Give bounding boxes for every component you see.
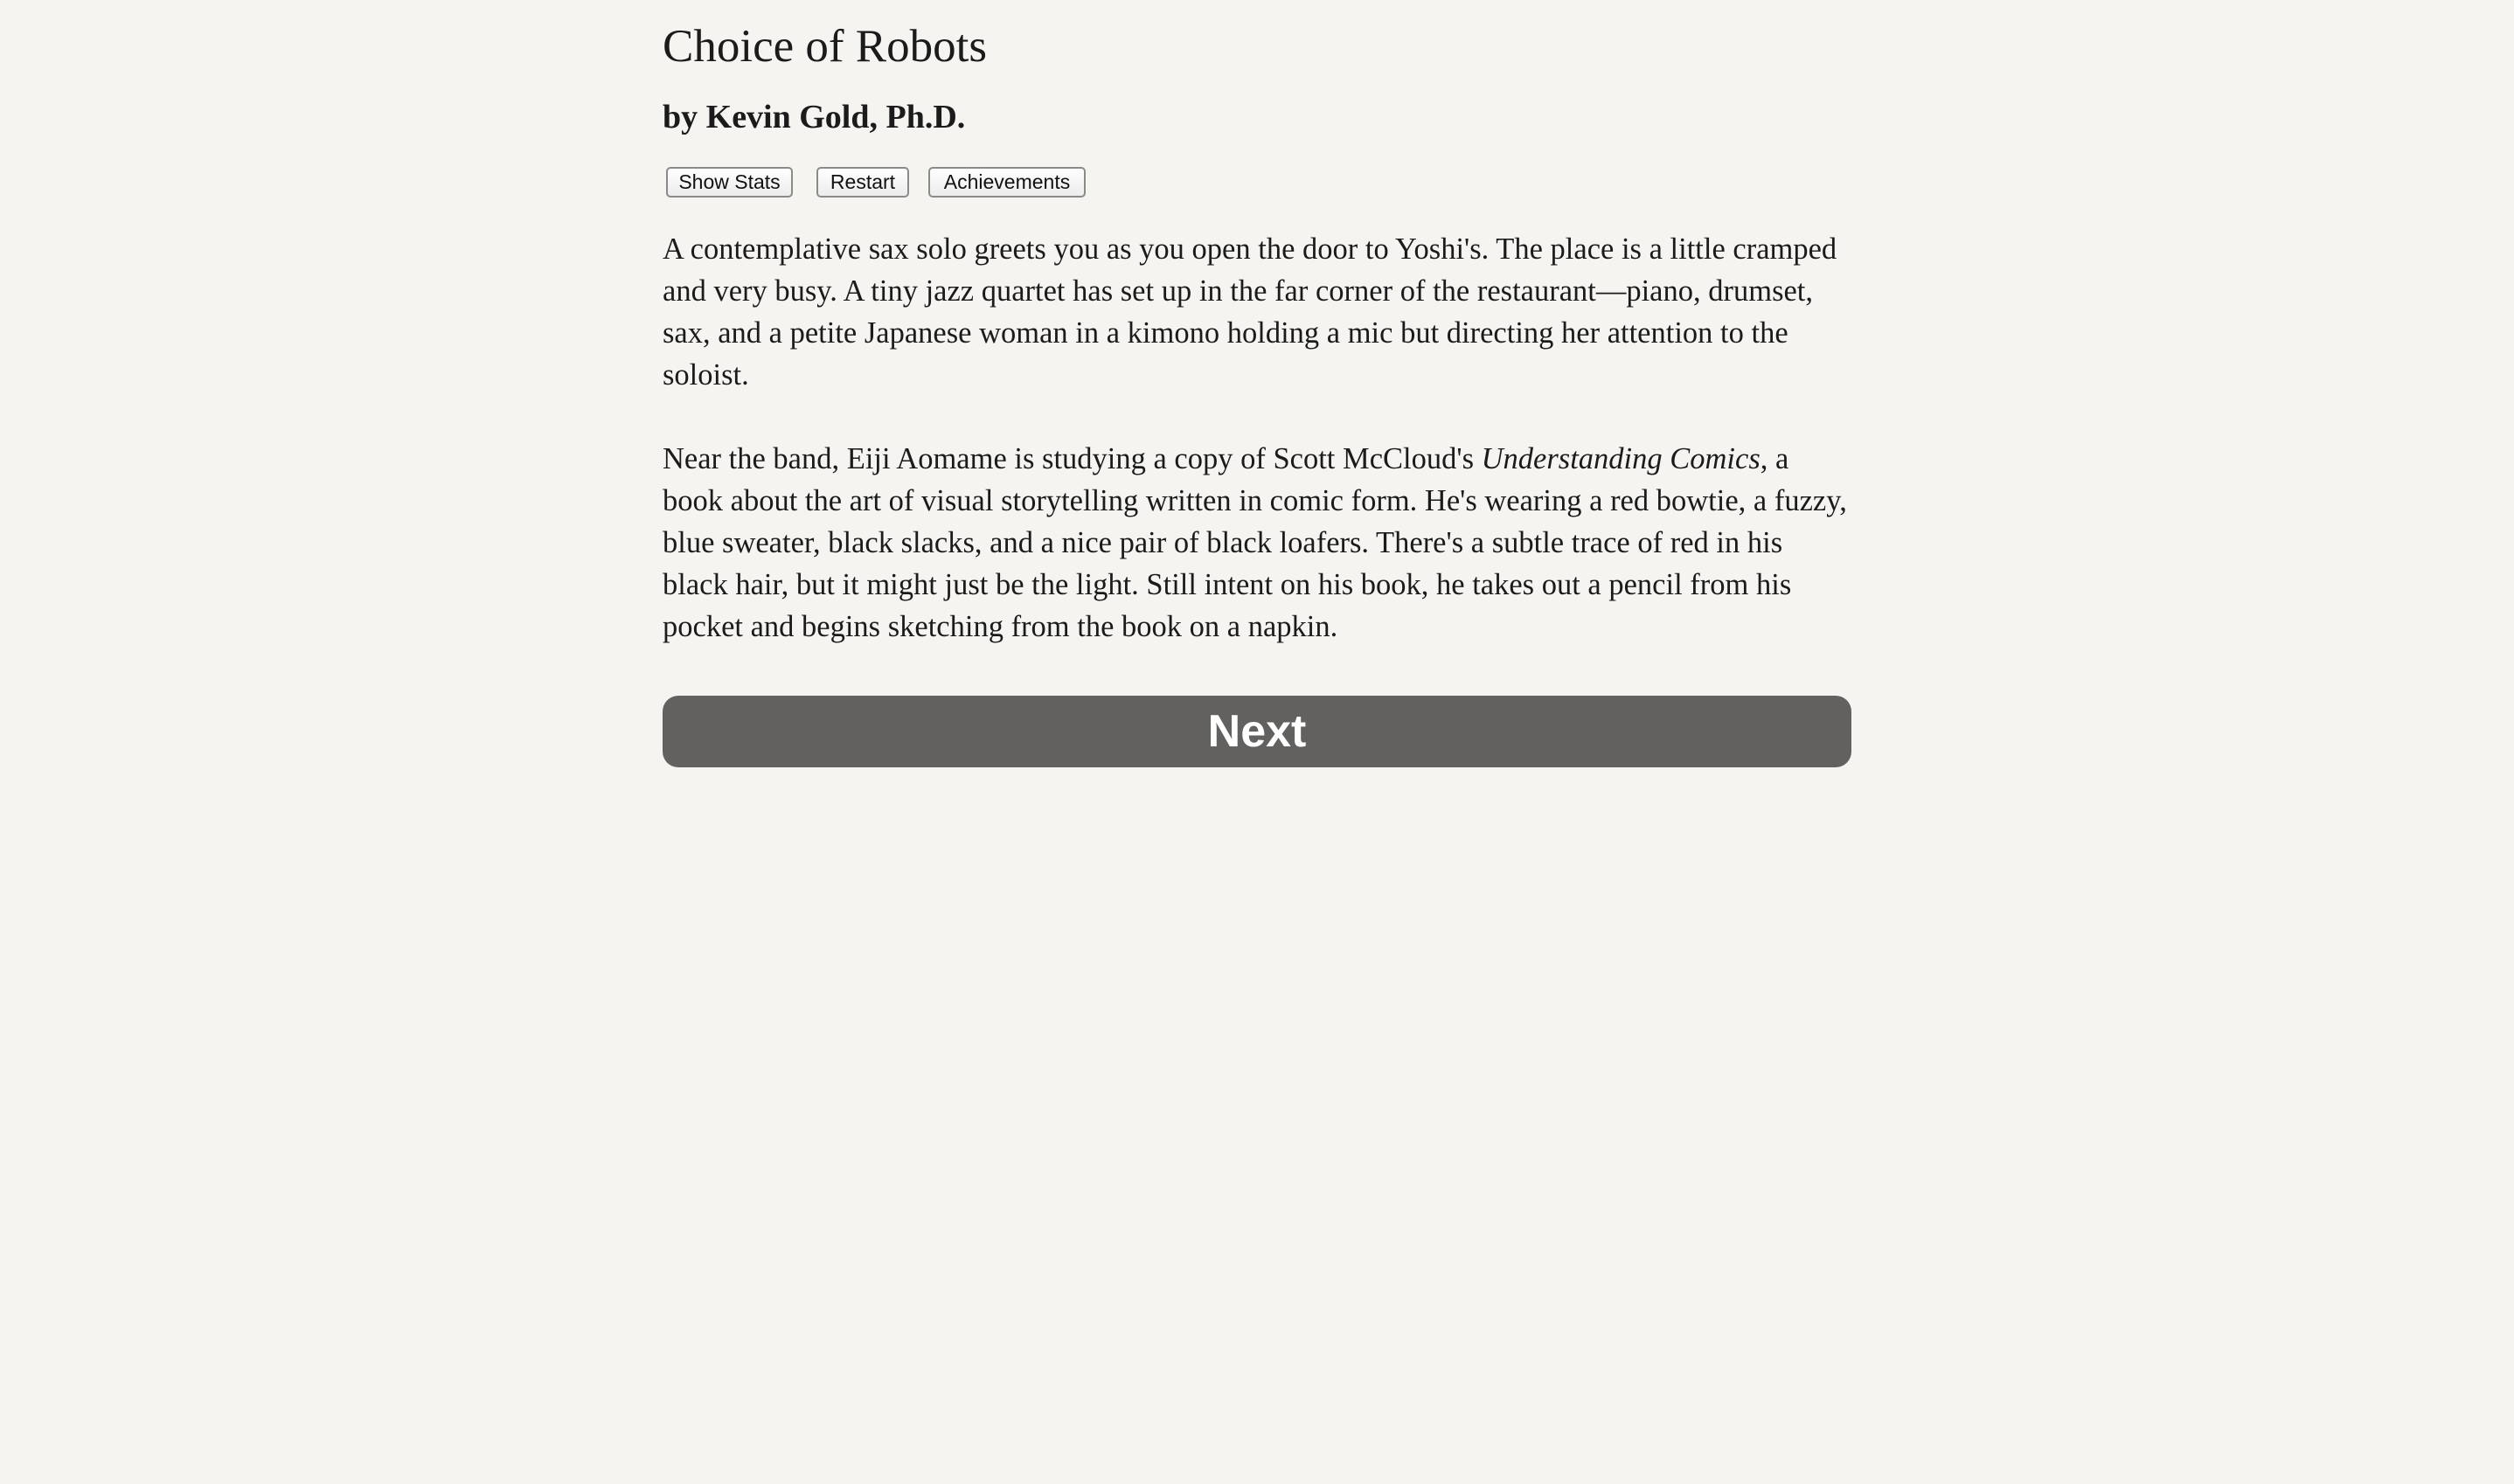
story-paragraph [663, 438, 1851, 648]
book-title: Understanding Comics [1481, 442, 1760, 475]
game-author: by Kevin Gold, Ph.D. [663, 99, 966, 135]
story-text: Near the band, Eiji Aomame is studying a copy of Scott McCloud's [663, 442, 1482, 475]
show-stats-button[interactable]: Show Stats [666, 167, 793, 198]
restart-button[interactable]: Restart [816, 167, 909, 198]
achievements-button[interactable]: Achievements [928, 167, 1086, 198]
next-button[interactable]: Next [663, 696, 1851, 767]
story-text: , a book about the art of visual storytelling written in comic form. He's wearing a red bowtie, a fuzzy, blue sweater, black slacks, and a nice pair of black loafers. There's a subtle trace of red in his black hair, but it might just be the light. Still intent on his book, he takes out a pencil from his pocket and begins sketching from the book on a napkin. [663, 442, 1847, 643]
game-title: Choice of Robots [663, 21, 987, 72]
story-paragraph: A contemplative sax solo greets you as you open the door to Yoshi's. The place is a little cramped and very busy. A tiny jazz quartet has set up in the far corner of the restaurant—piano, drumset, sax, and a petite Japanese woman in a kimono holding a mic but directing her attention to the soloist. [663, 232, 1837, 392]
